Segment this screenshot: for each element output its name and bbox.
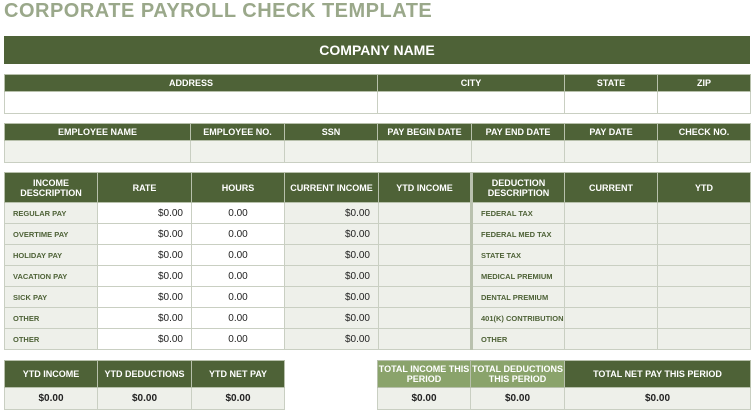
pay-date-header: PAY DATE bbox=[565, 124, 658, 141]
current-income-header: CURRENT INCOME bbox=[285, 173, 379, 203]
hours-cell[interactable]: 0.00 bbox=[192, 245, 285, 266]
ytd-summary-table bbox=[4, 360, 285, 410]
ytd-income-summary-header: YTD INCOME bbox=[5, 361, 98, 388]
ytd-net-pay-header: YTD NET PAY bbox=[192, 361, 285, 388]
ytd-income-cell[interactable] bbox=[379, 308, 472, 329]
deduction-label: MEDICAL PREMIUM bbox=[472, 266, 565, 287]
income-row bbox=[5, 245, 751, 266]
deduction-label: FEDERAL TAX bbox=[472, 203, 565, 224]
employee-no-header: EMPLOYEE NO. bbox=[191, 124, 285, 141]
total-deductions-period-header: TOTAL DEDUCTIONS THIS PERIOD bbox=[471, 361, 565, 388]
deduction-description-header: DEDUCTION DESCRIPTION bbox=[472, 173, 565, 203]
deduction-current-header: CURRENT bbox=[565, 173, 658, 203]
pay-end-date-header: PAY END DATE bbox=[472, 124, 565, 141]
hours-cell[interactable]: 0.00 bbox=[192, 203, 285, 224]
total-deductions-period-value[interactable]: $0.00 bbox=[471, 388, 565, 410]
period-summary-table bbox=[377, 360, 751, 410]
rate-cell[interactable]: $0.00 bbox=[98, 266, 192, 287]
ssn-field[interactable] bbox=[285, 141, 378, 163]
hours-cell[interactable]: 0.00 bbox=[192, 287, 285, 308]
deduction-ytd-cell[interactable] bbox=[658, 308, 751, 329]
pay-end-date-field[interactable] bbox=[472, 141, 565, 163]
current-income-cell[interactable]: $0.00 bbox=[285, 203, 379, 224]
income-row bbox=[5, 203, 751, 224]
current-income-cell[interactable]: $0.00 bbox=[285, 329, 379, 350]
total-income-period-header: TOTAL INCOME THIS PERIOD bbox=[378, 361, 471, 388]
deduction-label: STATE TAX bbox=[472, 245, 565, 266]
deduction-current-cell[interactable] bbox=[565, 329, 658, 350]
income-row bbox=[5, 287, 751, 308]
employee-name-header: EMPLOYEE NAME bbox=[5, 124, 191, 141]
income-row bbox=[5, 308, 751, 329]
employee-table bbox=[4, 123, 751, 163]
address-table bbox=[4, 74, 751, 114]
ytd-income-cell[interactable] bbox=[379, 266, 472, 287]
income-row bbox=[5, 329, 751, 350]
current-income-cell[interactable]: $0.00 bbox=[285, 266, 379, 287]
deduction-current-cell[interactable] bbox=[565, 224, 658, 245]
income-description-header: INCOME DESCRIPTION bbox=[5, 173, 98, 203]
zip-field[interactable] bbox=[658, 92, 751, 114]
ytd-net-pay-value[interactable]: $0.00 bbox=[192, 388, 285, 410]
deduction-label: 401(K) CONTRIBUTION bbox=[472, 308, 565, 329]
total-net-pay-period-header: TOTAL NET PAY THIS PERIOD bbox=[565, 361, 751, 388]
pay-begin-date-header: PAY BEGIN DATE bbox=[378, 124, 472, 141]
zip-header: ZIP bbox=[658, 75, 751, 92]
current-income-cell[interactable]: $0.00 bbox=[285, 224, 379, 245]
deduction-current-cell[interactable] bbox=[565, 308, 658, 329]
income-label: OTHER bbox=[5, 329, 98, 350]
city-header: CITY bbox=[378, 75, 565, 92]
income-label: VACATION PAY bbox=[5, 266, 98, 287]
city-field[interactable] bbox=[378, 92, 565, 114]
hours-cell[interactable]: 0.00 bbox=[192, 308, 285, 329]
rate-header: RATE bbox=[98, 173, 192, 203]
total-net-pay-period-value[interactable]: $0.00 bbox=[565, 388, 751, 410]
income-label: OTHER bbox=[5, 308, 98, 329]
deduction-label: DENTAL PREMIUM bbox=[472, 287, 565, 308]
address-header: ADDRESS bbox=[5, 75, 378, 92]
employee-name-field[interactable] bbox=[5, 141, 191, 163]
total-income-period-value[interactable]: $0.00 bbox=[378, 388, 471, 410]
deduction-ytd-cell[interactable] bbox=[658, 329, 751, 350]
income-deduction-table bbox=[4, 172, 751, 350]
deduction-current-cell[interactable] bbox=[565, 266, 658, 287]
deduction-label: FEDERAL MED TAX bbox=[472, 224, 565, 245]
income-label: SICK PAY bbox=[5, 287, 98, 308]
ytd-income-value[interactable]: $0.00 bbox=[5, 388, 98, 410]
deduction-current-cell[interactable] bbox=[565, 245, 658, 266]
deduction-ytd-cell[interactable] bbox=[658, 203, 751, 224]
current-income-cell[interactable]: $0.00 bbox=[285, 287, 379, 308]
ytd-income-cell[interactable] bbox=[379, 287, 472, 308]
ytd-income-header: YTD INCOME bbox=[379, 173, 472, 203]
check-no-field[interactable] bbox=[658, 141, 751, 163]
state-field[interactable] bbox=[565, 92, 658, 114]
ytd-income-cell[interactable] bbox=[379, 329, 472, 350]
check-no-header: CHECK NO. bbox=[658, 124, 751, 141]
rate-cell[interactable]: $0.00 bbox=[98, 203, 192, 224]
hours-cell[interactable]: 0.00 bbox=[192, 224, 285, 245]
rate-cell[interactable]: $0.00 bbox=[98, 329, 192, 350]
income-label: OVERTIME PAY bbox=[5, 224, 98, 245]
company-name-banner[interactable]: COMPANY NAME bbox=[4, 36, 750, 64]
address-field[interactable] bbox=[5, 92, 378, 114]
ytd-income-cell[interactable] bbox=[379, 224, 472, 245]
ytd-deductions-header: YTD DEDUCTIONS bbox=[98, 361, 192, 388]
deduction-current-cell[interactable] bbox=[565, 203, 658, 224]
rate-cell[interactable]: $0.00 bbox=[98, 224, 192, 245]
ytd-deductions-value[interactable]: $0.00 bbox=[98, 388, 192, 410]
deduction-ytd-cell[interactable] bbox=[658, 224, 751, 245]
hours-header: HOURS bbox=[192, 173, 285, 203]
income-label: HOLIDAY PAY bbox=[5, 245, 98, 266]
rate-cell[interactable]: $0.00 bbox=[98, 287, 192, 308]
deduction-ytd-cell[interactable] bbox=[658, 287, 751, 308]
current-income-cell[interactable]: $0.00 bbox=[285, 245, 379, 266]
ssn-header: SSN bbox=[285, 124, 378, 141]
income-row bbox=[5, 266, 751, 287]
income-label: REGULAR PAY bbox=[5, 203, 98, 224]
ytd-income-cell[interactable] bbox=[379, 203, 472, 224]
rate-cell[interactable]: $0.00 bbox=[98, 245, 192, 266]
deduction-ytd-header: YTD bbox=[658, 173, 751, 203]
rate-cell[interactable]: $0.00 bbox=[98, 308, 192, 329]
current-income-cell[interactable]: $0.00 bbox=[285, 308, 379, 329]
ytd-income-cell[interactable] bbox=[379, 245, 472, 266]
hours-cell[interactable]: 0.00 bbox=[192, 266, 285, 287]
income-row bbox=[5, 224, 751, 245]
deduction-ytd-cell[interactable] bbox=[658, 266, 751, 287]
deduction-current-cell[interactable] bbox=[565, 287, 658, 308]
deduction-label: OTHER bbox=[472, 329, 565, 350]
pay-date-field[interactable] bbox=[565, 141, 658, 163]
hours-cell[interactable]: 0.00 bbox=[192, 329, 285, 350]
pay-begin-date-field[interactable] bbox=[378, 141, 472, 163]
page-title: CORPORATE PAYROLL CHECK TEMPLATE bbox=[4, 0, 433, 22]
employee-no-field[interactable] bbox=[191, 141, 285, 163]
state-header: STATE bbox=[565, 75, 658, 92]
deduction-ytd-cell[interactable] bbox=[658, 245, 751, 266]
